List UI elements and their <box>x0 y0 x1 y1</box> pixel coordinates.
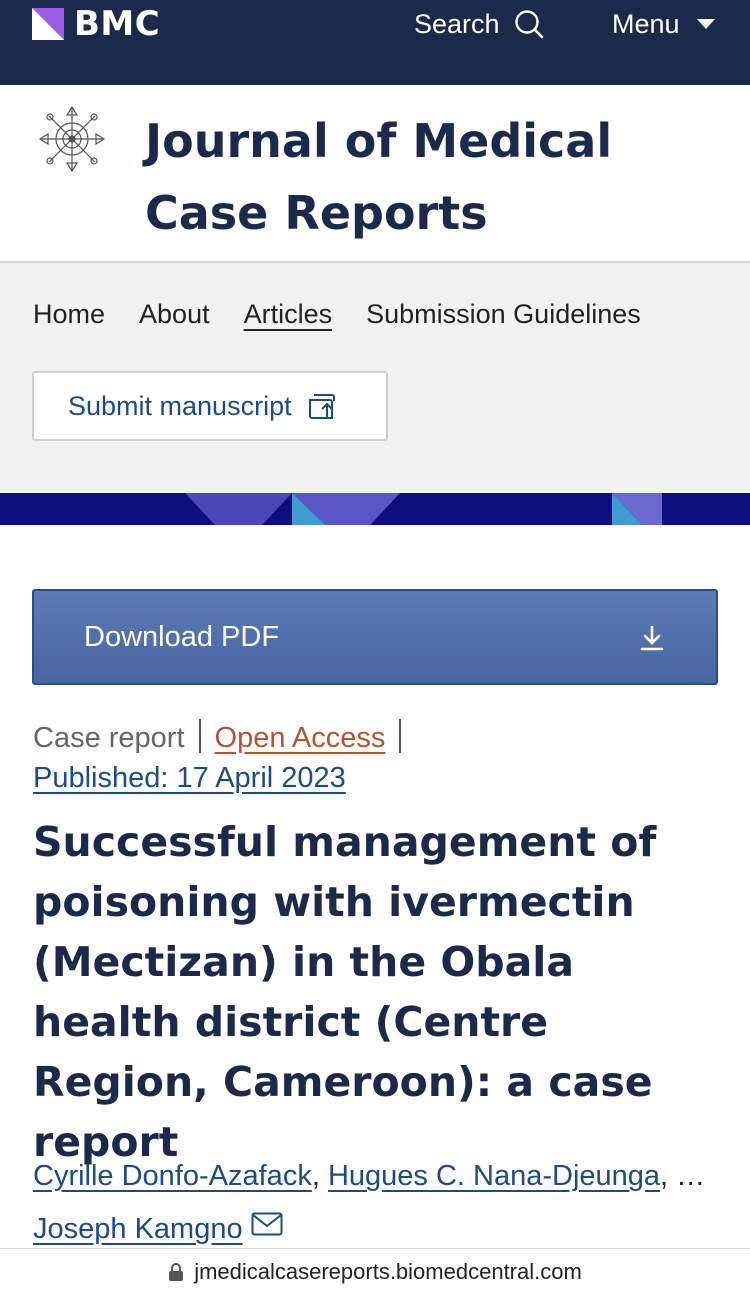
url-text: jmedicalcasereports.biomedcentral.com <box>194 1259 582 1284</box>
authors-ellipsis: … <box>676 1160 706 1192</box>
author-link[interactable]: Cyrille Donfo-Azafack <box>33 1160 312 1192</box>
search-label: Search <box>414 8 500 39</box>
submit-upload-icon <box>308 391 340 421</box>
mail-icon[interactable] <box>251 1212 283 1236</box>
journal-header <box>0 85 750 263</box>
bmc-brand-text: BMC <box>74 4 161 44</box>
author-link[interactable]: Hugues C. Nana-Djeunga <box>327 1160 661 1192</box>
nav-item-articles[interactable]: Articles <box>243 299 333 329</box>
nav-item-home[interactable]: Home <box>33 299 106 329</box>
menu-button[interactable] <box>612 6 716 42</box>
caret-down-icon <box>696 18 716 30</box>
article-title: Successful management of poisoning with ivermectin (Mectizan) in the Obala health district (Centre Region, Cameroon): a case report <box>33 818 657 1166</box>
search-button[interactable] <box>414 6 544 42</box>
author-list: Cyrille Donfo-Azafack, Hugues C. Nana-Djeunga, … Joseph Kamgno <box>33 1160 706 1245</box>
decorative-banner <box>0 493 750 525</box>
meta-separator <box>199 719 201 753</box>
journal-title[interactable]: Journal of Medical Case Reports <box>145 114 613 240</box>
nav-links <box>33 299 675 330</box>
nav-item-submission-guidelines[interactable]: Submission Guidelines <box>366 299 641 329</box>
bmc-logo[interactable] <box>32 4 161 44</box>
journal-nav <box>0 263 750 493</box>
browser-url-bar[interactable] <box>0 1248 750 1295</box>
article-type: Case report <box>33 722 185 754</box>
author-link[interactable]: Joseph Kamgno <box>33 1213 243 1245</box>
published-date-link[interactable]: Published: 17 April 2023 <box>33 762 346 794</box>
meta-separator <box>399 719 401 753</box>
bmc-mark-icon <box>32 8 64 40</box>
journal-emblem-icon[interactable] <box>36 103 108 175</box>
site-header <box>0 0 750 85</box>
download-pdf-label: Download PDF <box>84 620 280 653</box>
menu-label: Menu <box>612 8 680 39</box>
open-access-link[interactable]: Open Access <box>214 722 386 754</box>
download-icon <box>640 625 664 651</box>
nav-item-about[interactable]: About <box>139 299 210 329</box>
submit-manuscript-button[interactable] <box>32 371 388 441</box>
lock-icon <box>168 1262 184 1282</box>
submit-manuscript-label: Submit manuscript <box>68 390 292 421</box>
article-meta <box>33 718 723 798</box>
download-pdf-button[interactable] <box>32 589 718 685</box>
search-icon <box>514 9 544 39</box>
